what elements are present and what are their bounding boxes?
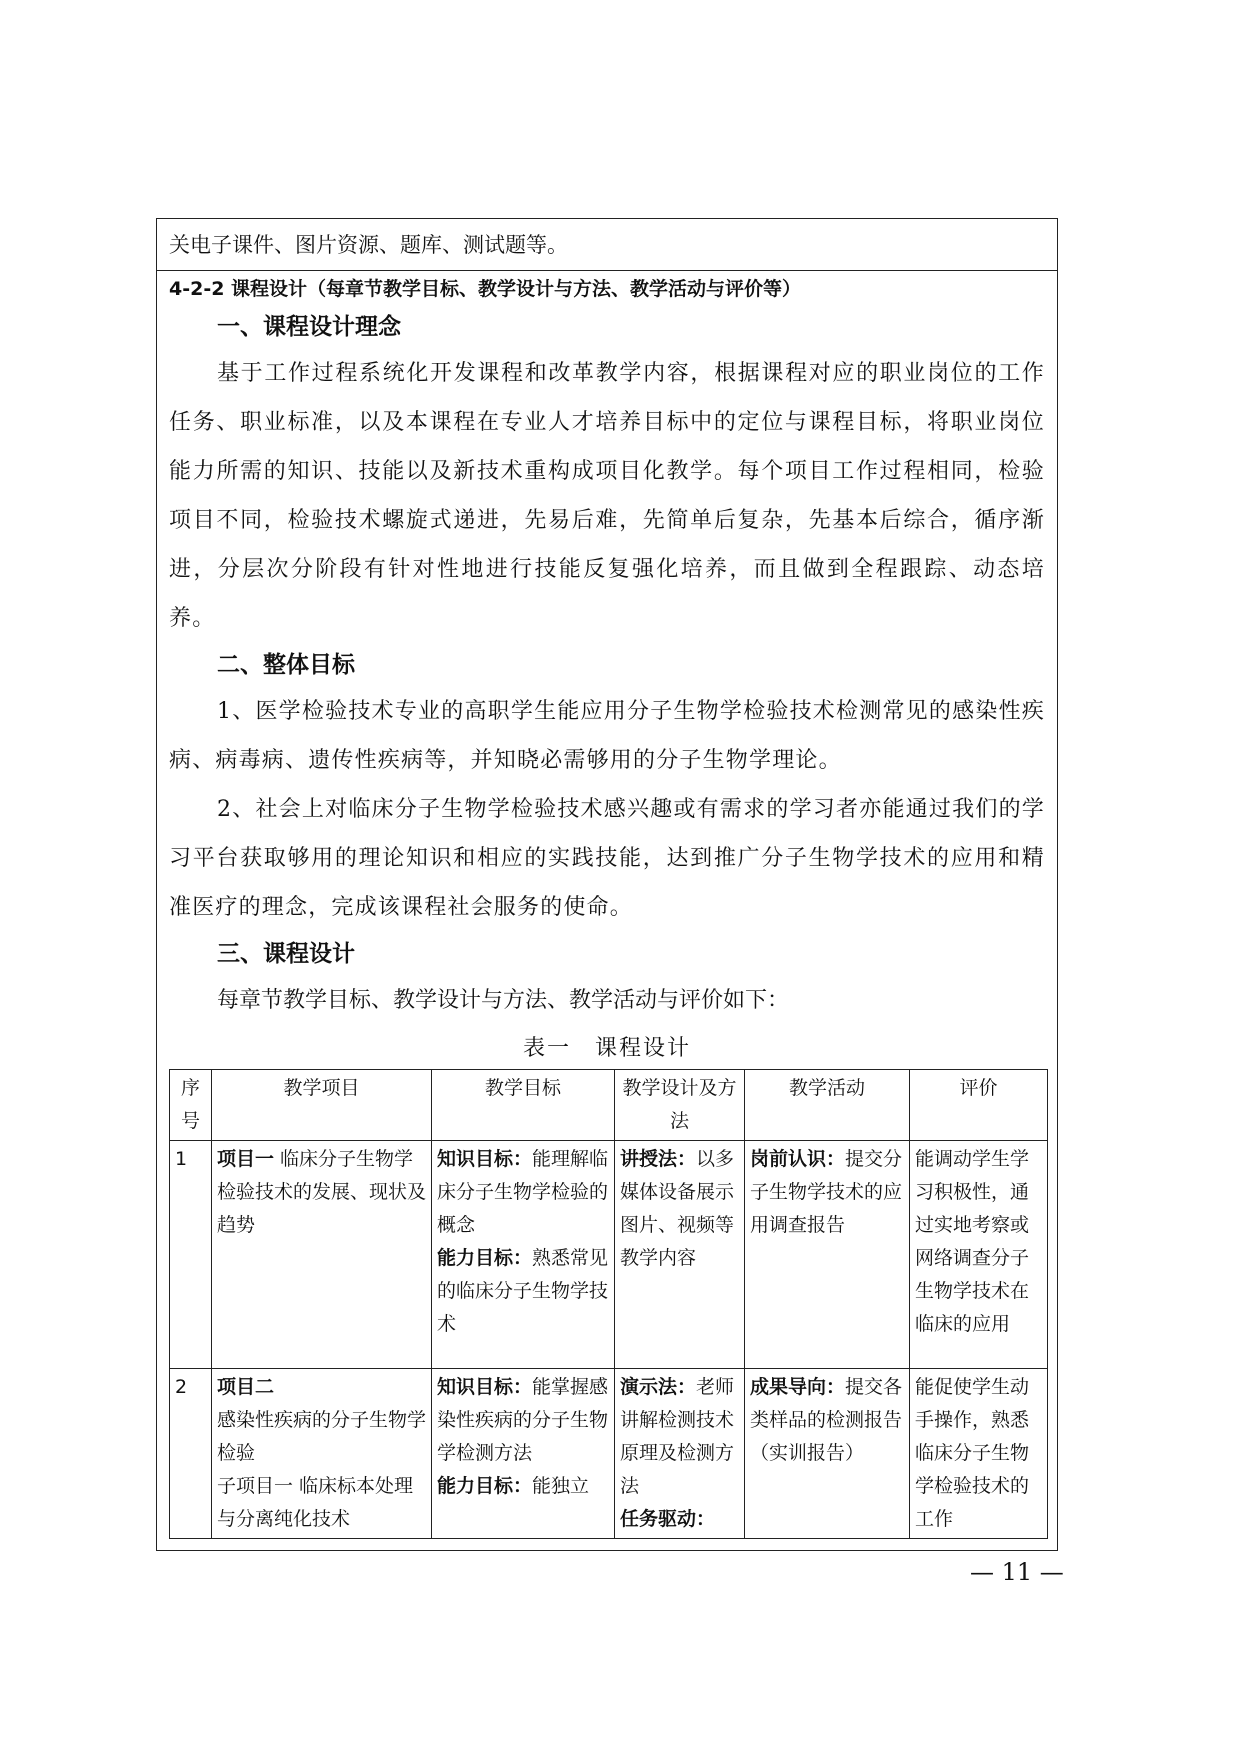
heading-goal: 二、整体目标 xyxy=(217,652,355,678)
cell-evaluation: 能调动学生学习积极性，通过实地考察或网络调查分子生物学技术在临床的应用 xyxy=(910,1141,1048,1369)
method-text: 老师讲解检测技术原理及检测方法 xyxy=(620,1376,735,1497)
project-line-3: 子项目一 临床标本处理与分离纯化技术 xyxy=(217,1475,414,1530)
table-row xyxy=(170,1369,1048,1539)
header-activity: 教学活动 xyxy=(745,1070,910,1141)
project-text: 临床分子生物学检验技术的发展、现状及趋势 xyxy=(217,1148,427,1236)
section-heading: 4-2-2 课程设计（每章节教学目标、教学设计与方法、教学活动与评价等） xyxy=(169,278,802,300)
method2-label: 任务驱动： xyxy=(620,1508,716,1530)
project-label: 项目二 xyxy=(217,1376,275,1398)
knowledge-label: 知识目标： xyxy=(437,1148,533,1170)
paragraph-goal-1: 1、医学检验技术专业的高职学生能应用分子生物学检验技术检测常见的感染性疾病、病毒病、遗传性疾病等，并知晓必需够用的分子生物学理论。 xyxy=(169,699,1045,773)
header-num: 序号 xyxy=(170,1070,212,1141)
cell-project xyxy=(212,1141,432,1369)
top-row-text: 关电子课件、图片资源、题库、测试题等。 xyxy=(157,219,1057,271)
cell-method xyxy=(615,1369,745,1539)
activity-label: 岗前认识： xyxy=(750,1148,846,1170)
cell-objective xyxy=(432,1141,615,1369)
activity-text: 提交分子生物学技术的应用调查报告 xyxy=(750,1148,903,1236)
content-cell xyxy=(157,271,1057,1539)
header-objective: 教学目标 xyxy=(432,1070,615,1141)
ability-text: 能独立 xyxy=(532,1475,590,1497)
row-number: 2 xyxy=(170,1369,212,1539)
activity-text: 提交各类样品的检测报告（实训报告） xyxy=(750,1376,903,1464)
document-frame xyxy=(156,218,1058,1551)
activity-label: 成果导向： xyxy=(750,1376,846,1398)
knowledge-label: 知识目标： xyxy=(437,1376,533,1398)
ability-text: 熟悉常见的临床分子生物学技术 xyxy=(437,1247,609,1335)
method-label: 演示法： xyxy=(620,1376,697,1398)
header-evaluation: 评价 xyxy=(910,1070,1048,1141)
table-header-row xyxy=(170,1070,1048,1141)
knowledge-text: 能掌握感染性疾病的分子生物学检测方法 xyxy=(437,1376,609,1464)
knowledge-text: 能理解临床分子生物学检验的概念 xyxy=(437,1148,609,1236)
header-project: 教学项目 xyxy=(212,1070,432,1141)
method-label: 讲授法： xyxy=(620,1148,697,1170)
cell-project xyxy=(212,1369,432,1539)
page-number: — 11 — xyxy=(970,1558,1064,1586)
cell-activity xyxy=(745,1369,910,1539)
cell-objective xyxy=(432,1369,615,1539)
course-design-table xyxy=(169,1069,1048,1539)
table-row xyxy=(170,1141,1048,1369)
heading-concept: 一、课程设计理念 xyxy=(217,314,401,340)
cell-method xyxy=(615,1141,745,1369)
paragraph-goal-2: 2、社会上对临床分子生物学检验技术感兴趣或有需求的学习者亦能通过我们的学习平台获取够用的理论知识和相应的实践技能，达到推广分子生物学技术的应用和精准医疗的理念，完成该课程社会服务的使命。 xyxy=(169,797,1045,920)
header-method: 教学设计及方法 xyxy=(615,1070,745,1141)
method-text: 以多媒体设备展示图片、视频等教学内容 xyxy=(620,1148,735,1269)
project-line-2: 感染性疾病的分子生物学检验 xyxy=(217,1409,427,1464)
row-number: 1 xyxy=(170,1141,212,1369)
paragraph-design: 每章节教学目标、教学设计与方法、教学活动与评价如下： xyxy=(217,988,790,1013)
table-caption: 表一 课程设计 xyxy=(522,1036,691,1061)
paragraph-concept: 基于工作过程系统化开发课程和改革教学内容，根据课程对应的职业岗位的工作任务、职业标准，以及本课程在专业人才培养目标中的定位与课程目标，将职业岗位能力所需的知识、技能以及新技术重构成项目化教学。每个项目工作过程相同，检验项目不同，检验技术螺旋式递进，先易后难，先简单后复杂，先基本后综合，循序渐进，分层次分阶段有针对性地进行技能反复强化培养，而且做到全程跟踪、动态培养。 xyxy=(169,361,1045,631)
cell-evaluation: 能促使学生动手操作，熟悉临床分子生物学检验技术的工作 xyxy=(910,1369,1048,1539)
project-label: 项目一 xyxy=(217,1148,275,1170)
ability-label: 能力目标： xyxy=(437,1247,533,1269)
heading-design: 三、课程设计 xyxy=(217,941,355,967)
cell-activity xyxy=(745,1141,910,1369)
ability-label: 能力目标： xyxy=(437,1475,533,1497)
